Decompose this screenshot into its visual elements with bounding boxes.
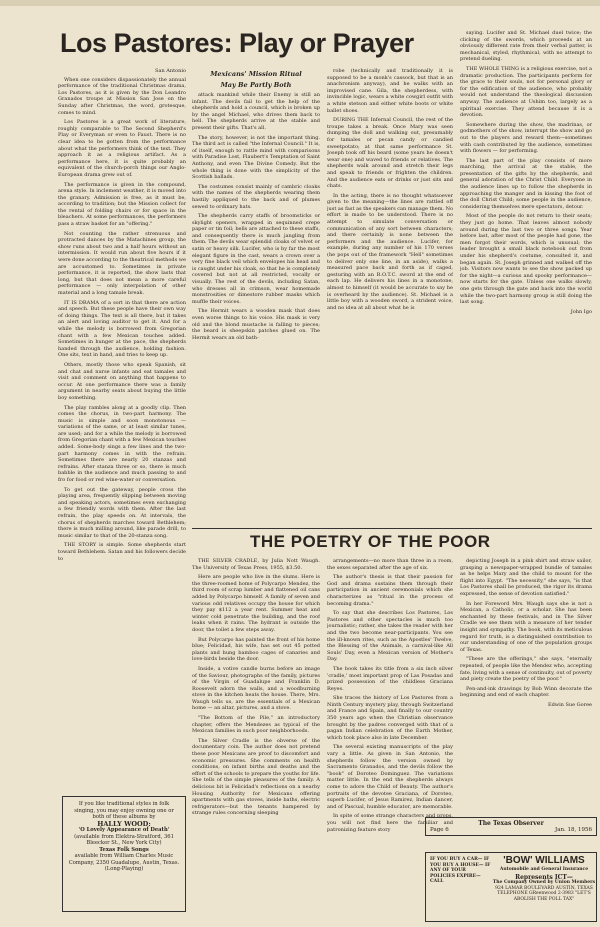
article1-paragraph: saying. Lucifer and St. Michael duel twice; the clicking of the swords, which proceeds at an obviously different rate from their verbal patter, is mechanical, styled, rhythmical, with no attempt to pretend dueling.: [460, 30, 592, 63]
article2-col3-paragraphs: [327, 558, 453, 833]
article1-paragraph: Not counting the rather strenuous and protracted dances by the Matachines group, the show runs about two and a half hours without an intermission. It would run about five hours if it were done according to the theatrical methods we are accustomed to. Sometimes in private performance, it is reported, the show lasts that long, but that does not mean a more careful performance — only interpolation of other material and a long tamale break.: [58, 230, 186, 296]
headline-2: THE POETRY OF THE POOR: [250, 532, 491, 551]
subhead-2: May Be Partly Both: [220, 81, 292, 89]
article1-column-1: [58, 68, 186, 786]
article2-paragraph: depicting Joseph in a pink shirt and straw sailor, grasping a newspaper-wrapped bundle of tamales as he helps Mary and the child to mount for the flight into Egypt. "The necessity," she says, "is that Los Pastores shall be produced, the rigor its drama expressed, the sense of devotion satisfied.": [460, 558, 592, 597]
article1-paragraph: attack mankind while their Enemy is still an infant. The devils fail to get the help of the shepherds and hold a council, which is broken up by the angel Michael, who drives them back to hell. The shepherds arrive at the stable and present their gifts. That's all.: [192, 92, 320, 131]
article2-paragraph: The Silver Cradle is the obverse of the documentary coin. The author does not pretend these poor Mexicans are proof to discomfort and economic pressures. She comments on health conditions, on infant births and deaths and the effort of the schools to prepare the youths for life. She tells of the simple pleasures of the family. A delicious bit is Felicidad's reflections on a nearby Housing Authority for Mexicans offering apartments with gas stoves, inside baths, electric refrigerators—but the tenants hampered by strange rules concerning sleeping: [192, 737, 320, 817]
article2-paragraph: In her Foreword Mrs. Waugh says she is not a Mexican, a Catholic, or a scholar. She has been enchanted by these festivals, and in The Silver Cradle we see them with a measure of her tender insight and sympathy. The book, with its meticulous regard for truth, is a distinguished contribution to our understanding of one of the population groups of Texas.: [460, 600, 592, 653]
article1-column-4: [460, 30, 592, 528]
article1-col4-paragraphs: [460, 30, 592, 306]
article1-paragraph: The shepherds carry staffs of broomsticks or skylight openers, wrapped in sequinned crepe paper or tin foil; bells are attached to these staffs, and consequently there is much jangling from them. The devils wear splendid cloaks of velvet or satin or heavy silk. Lucifer, who is by far the most elegant figure in the cast, wears a crown over a very fine black veil which envelopes his head and is caught under his cloak, so that he is completely covered but not at all restricted, vocally or visually. The rest of the devils, including Satan, who dresses all in crimson, wear homemade monstrosities or dimestore rubber masks which muffle their voices.: [192, 213, 320, 305]
article1-paragraph: DURING THE Infernal Council, the rest of the troupe takes a break. Once Mary was seen dumping the doll and walking out, presumably for tamales or pecan candy or candied sweetpotato; at that same performance St. Joseph took off his beard (some years he doesn't wear one) and waved to friends or relatives. The shepherds walk around and stretch their legs and speak to friends or frighten the children. And the audience eats or drinks or just sits and chats.: [327, 117, 453, 190]
headline: Los Pastores: Play or Prayer: [60, 28, 414, 58]
article2-paragraph: The author's thesis is that their passion for God and drama sustains them through their participation in ancient ceremonials which she characterizes as "ritual in the process of becoming drama.": [327, 574, 453, 607]
insurance-ad-company: The Company Owned by Union Members: [492, 880, 596, 885]
article1-paragraph: THE WHOLE THING is a religious exercise, not a dramatic production. The participants perform for the grace to their souls, not for personal glory or for the edification of the audience, who probably would not understand the theological discussion anyway. The audience at Ushim too, largely as a spiritual exercise. They attend because it is a devotion.: [460, 65, 592, 119]
ad-artist-name: HALLY WOOD:: [97, 819, 151, 828]
article2-paragraph: In spite of some strange characters and props, you will not find here the familiar and patronizing feature story: [327, 813, 453, 833]
article1-paragraph: The costumes consist mainly of cambric cloaks with the names of the shepherds wearing them hastily appliqued to the back and of plumes sewed to ordinary hats.: [192, 183, 320, 210]
article1-paragraph: Los Pastores is a great work of literature, roughly comparable to The Second Shepherd's Play or Everyman or even to Faust. There is no clear idea to be gotten from the performance about what the performers think of the text. They approach it as a religious artifact. As a performance here, it is quite probably an equivalent of the church-porch things our Anglo-European drama grew out of.: [58, 119, 186, 178]
article1-paragraph: robe (technically and traditionally it is supposed to be a monk's cassock, but that is an anachronism anyway), and he walks with an improvised cane. Gila, the shepherdess, with invincible logic, wears a white cowgirl outfit with a white stetson and either white boots or white ballet shoes.: [327, 68, 453, 114]
ad-intro: If you like traditional styles in folk singing, you may enjoy owning one or both of these albums by: [74, 801, 174, 820]
article2-paragraph: Here are people who live in the slums. Here is the three-roomed home of Polycarpo Mendez, the third room of scrap lumber and flattened oil cans added by Polycarpo himself. A family of seven and various odd relatives occupy the house for which they pay $112 a year rent. Summer heat and winter cold penetrate the building, and the roof leaks when it rains. The hydrant is outside the door, the toilet a few steps away.: [192, 574, 320, 633]
article1-col3-paragraphs: [327, 68, 453, 311]
insurance-ad-address: 924 LAMAR BOULEVARD AUSTIN, TEXAS TELEPHONE GReenwood 2-3983 "LET'S ABOLISH THE POLL TAX": [495, 885, 593, 902]
article1-col2-paragraphs: [192, 92, 320, 341]
article2-paragraph: Inside, a votive candle burns before an image of the Saviour, photographs of the family, pictures of the Virgin of Guadalupe and Franklin D. Roosevelt adorn the walls, and a woodburning stove in the kitchen heats the house. There, Mrs. Waugh tells us, are the essentials of a Mexican home — an altar, pictures, and a stove.: [192, 665, 320, 712]
folio-title: The Texas Observer: [478, 820, 544, 827]
insurance-ad-name: 'BOW' WILLIAMS: [503, 855, 585, 866]
article2-paragraph: The several existing manuscripts of the play vary a little. As given in San Antonio, the shepherds follow the version owned by Sacramento Granados, and the devils follow the "book" of Doroteo Dominguez. The variations matter little. In the end the shepherds always come to adore the Child of Beauty. The author's portraits of the devotee Graciana, of Doroteo, superb Lucifer, of Jesus Ramirez, Indian dancer, and of Pascual, humble educator, are memorable.: [327, 744, 453, 810]
insurance-ad-callout: IF YOU BUY A CAR— IF YOU BUY A HOUSE— IF ANY OF YOUR POLICIES EXPIRE— CALL: [430, 857, 491, 884]
article1-paragraph: The play rambles along at a goodly clip. Then comes the chorus, in two-part harmony. The music is simple and soon monotonous — variations of the same, or at least similar tunes, are used; and for a while the melody is borrowed from Gregorian chant with a few Mexican touches added. Some-body sings a few lines and the two-part harmony comes in with the refrain. Sometimes there are nearly 20 stanzas and refrains. After stanza three or so, there is much babble in the audience and much passing to and fro for food or red wine-water or conversation.: [58, 404, 186, 484]
subhead-1: Mexicans' Mission Ritual: [210, 70, 302, 78]
article1-column-3: [327, 68, 453, 528]
dateline: San Antonio: [155, 68, 186, 74]
article2-paragraph: But Polycarpo has painted the front of his home blue; Felicidad, his wife, has set out 45 potted plants and hung bamboo cages of canaries and love-birds beside the door.: [192, 636, 320, 663]
insurance-ad-rep: Represents ICT—: [515, 873, 573, 881]
folio-box: [425, 817, 597, 836]
folio-row: [430, 827, 592, 833]
article1-paragraph: The story, however, is not the important thing. The third act is called "the Infernal Council." It is, of itself, enough to rattle mind with comparisons with Paradise Lost, Flaubert's Temptation of Saint Anthony, and even The Divine Comedy. But the whole thing is done with the simplicity of the Scottish ballads.: [192, 134, 320, 181]
folio-page: Page 6: [430, 827, 449, 833]
article1-paragraph: IT IS DRAMA of a sort in that there are action and speech. But these people have their own way of doing things. The text is all there, but it takes an alert and loving auditor to get it. And for a while the melody is borrowed from Gregorian chant with a few Mexican touches added. Sometimes in hunger at the pace, the shepherds handed through the audience, holding fashion. One sits, text in hand, and tries to keep up.: [58, 299, 186, 359]
article1-paragraph: Somewhere during the show, the madrinas, or godmothers of the show, interrupt the show and go out to the players and reward them—sometimes with cash contributed by the audience, sometimes with flowers — for performing.: [460, 121, 592, 155]
article1-paragraph: When one considers dispassionately the annual performance of the traditional Christmas drama, Los Pastores, as it is given by the Don Leandro Granados troupe at Mission San Jose on the Sunday after Christmas, the word, grotesque, comes to mind.: [58, 76, 186, 116]
article2-paragraph: arrangements—no more than three in a room, the sexes separated after the age of six.: [327, 558, 453, 571]
article1-column-2: [192, 68, 320, 528]
ad-source-1: (available from Elektra-Stratford, 361 Bleecker St., New York City): [74, 833, 174, 846]
ad-format: (Long-Playing): [104, 866, 144, 872]
article2-paragraph: To say that she describes Los Pastores, Los Pastores and other spectacles is much too journalistic; rather, she takes the reader with her and the two become near-participants. You see the ill-known rites, such as the Apostles' Twelve, the Blessing of the Animals, a carnival-like All Souls' Day, even a Mexican version of Mother's Day.: [327, 610, 453, 663]
article2-paragraph: The book takes its title from a six inch silver 'cradle,' most important prop of Las Posadas and prized possession of the childless Graciana Reyes.: [327, 665, 453, 692]
section-divider: [192, 528, 592, 529]
article2-column-4: [460, 558, 592, 813]
article1-paragraph: In the acting, there is no thought whatsoever given to the meaning—the lines are rattled off just as fast as the speakers can manage them. No effort is made to be understood. There is no attempt to simulate conversation or communication of any sort between characters; and there certainly is none between the performers and the audience. Lucifer, for example, during any number of his 170 verses (he pops out of the framework "Hell" sometimes to deliver only one line, in an aside), walks a measured pace back and forth as if caged, gesturing with an R.O.T.C. sword at the end of each lap. He delivers his lines in a monotone, almost to himself (it would be accurate to say he is overheard by the audience). St. Michael is a little boy with a wooden sword, a strident voice, and no idea at all about what he is: [327, 192, 453, 311]
article2-column-2: [192, 558, 320, 918]
article1-paragraph: Most of the people do not return to their seats; they just go home. That leaves almost nobody around during the last two or three songs. Year before last, after most of the people had gone, the men forgot their words, which is unusual; the leader brought a small black notebook out from under his shepherd's costume, consulted it, and began again. St. Joseph grinned and walked off the job. Visitors now wants to see the show packed up for the night—a curious and spooky performance—now starts for the gate. Unless one walks slowly, one gets through the gate and back into the world while the two-part harmony group is still doing the last song.: [460, 213, 592, 306]
article2-col2-paragraphs: [192, 558, 320, 817]
article2-paragraph: She traces the history of Los Pastores from a Ninth Century mystery play, through Switzerland and France and Spain, and finally to our country 350 years ago when the Christian observance brought by the padres converged with that of a pagan Indian celebration of the Earth Mother, which took place also in late December.: [327, 695, 453, 741]
article2-col4-paragraphs: [460, 558, 592, 699]
folio-date: Jan. 18, 1956: [554, 827, 592, 833]
article1-paragraph: The Hermit wears a wooden mask that does even worse things to his voice. His mask is very old and the blond mustache is falling to pieces; the beard is sheepskin patches glued on. The Hermit wears an old bath-: [192, 308, 320, 341]
article1-col1-paragraphs: [58, 77, 186, 563]
ad-album-2: Texas Folk Songs: [99, 846, 149, 853]
article2-paragraph: THE SILVER CRADLE, by Julia Nott Waugh. The University of Texas Press, 1955, $3.50.: [192, 558, 320, 571]
article2-paragraph: "The Bottom of the Pile," an introductory chapter, offers the Mendezes as typical of the Mexican families in such poor neighborhoods.: [192, 715, 320, 735]
article1-paragraph: THE STORY is simple. Some shepherds start toward Bethlehem. Satan and his followers decide to: [58, 542, 186, 562]
insurance-advertisement: [425, 852, 597, 922]
ad-album-1: 'O Lovely Appearance of Death': [78, 827, 170, 833]
article1-paragraph: To get out the gateway, people cross the playing area, frequently slipping between moving and speaking actors, sometimes even exchanging a few friendly words with them. After the last refrain, the play speeds on. At intervals, the chorus of shepherds marches toward Bethlehem; there is much milling around, like parade drill, to music similar to that of the 20-stanza song.: [58, 486, 186, 539]
article1-signature: John Igo: [570, 308, 592, 315]
article2-paragraph: "These are the offerings," she says, "eternally repeated, of people like the Mendez who, accepting fate, living with a sense of continuity, out of poverty and piety create the poetry of the poor.": [460, 656, 592, 683]
insurance-ad-body: [492, 855, 596, 902]
article1-paragraph: The performance is given in the compound, arena style. In inclement weather, it is moved into the granary. Admission is free, as it must be, according to tradition; but the Mission collect for the rental of folding chairs or for space in the bleachers. At some performances, the performers pass a straw basket for an "offering.": [58, 181, 186, 228]
article2-paragraph: Pen-and-ink drawings by Bob Winn decorate the beginning and end of each chapter.: [460, 685, 592, 699]
ad-source-2: available from William Charles Music Company, 2350 Guadalupe, Austin, Texas.: [68, 853, 180, 866]
insurance-ad-sub: Automobile and General Insurance: [499, 867, 589, 872]
article1-paragraph: Others, mostly those who speak Spanish, sit and chat and nurse infants and eat tamales and visit and comment on anything that happens to occur. At one performance there was a family argument in nearby seats about buying the little boy something.: [58, 361, 186, 401]
article1-paragraph: The last part of the play consists of more marching, the arrival at the stable, the presentation of the gifts by the shepherds, and general adoration of the Christ Child. Everyone in the audience lines up to follow the shepherds in approaching the manger and in kissing the foot of the doll Christ Child; some people in the audience, considering themselves mere spectators, detour.: [460, 157, 592, 210]
album-advertisement: [62, 796, 186, 912]
article2-signature: Edwin Sue Goree: [547, 701, 592, 708]
